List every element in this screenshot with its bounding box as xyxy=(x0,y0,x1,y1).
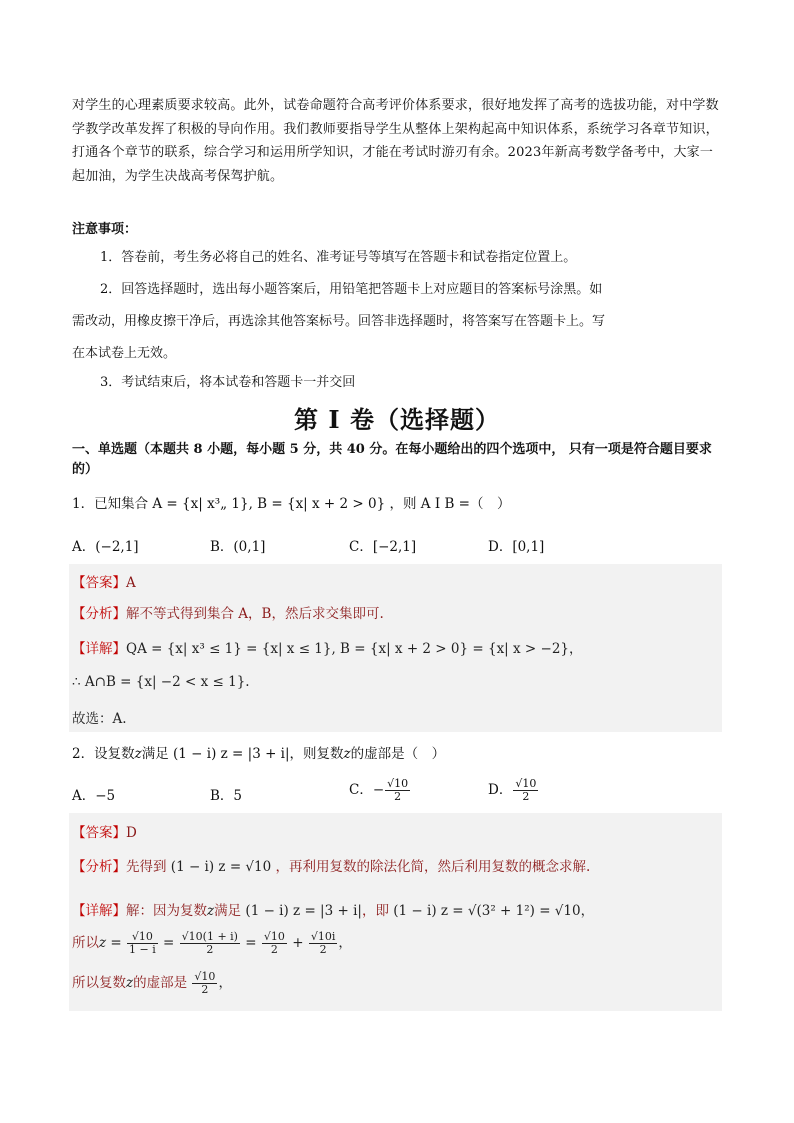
question-1-options xyxy=(72,535,722,565)
q1-set-a: A = {x| x³„ 1} xyxy=(152,496,249,512)
q2-prefix: 2．设复数 xyxy=(72,746,135,762)
q2-f2-num: √10(1 + i) xyxy=(181,930,238,943)
question-1-stem xyxy=(72,492,510,512)
q2-detail-tag: 【详解】 xyxy=(72,903,126,919)
q2-option-c-num: √10 xyxy=(387,777,409,790)
q2-stem-end: 的虚部是（ ） xyxy=(350,746,446,762)
q2-detail-line-3 xyxy=(72,971,232,996)
q1-detail-line-1 xyxy=(72,637,583,657)
note-item-1: 1．答卷前，考生务必将自己的姓名、准考证号等填写在答题卡和试卷指定位置上。 xyxy=(100,250,577,265)
q2-eq-1: = xyxy=(163,935,175,951)
q2-line3-mid: 的虚部是 xyxy=(133,975,188,991)
q2-f1-num: √10 xyxy=(127,931,158,944)
question-2-solution-box xyxy=(69,813,722,1011)
q2-detail-line-1 xyxy=(72,899,594,919)
q2-line2-pre: 所以 xyxy=(72,935,99,951)
q2-f3-den: 2 xyxy=(270,943,278,956)
q2-var-z: z xyxy=(134,746,142,762)
q2-f5-den: 2 xyxy=(201,983,209,996)
question-2-options xyxy=(72,778,722,808)
q1-option-a: A．(−2,1] xyxy=(72,539,139,555)
q2-fraction-5 xyxy=(192,971,217,996)
q2-var-z-2: z xyxy=(343,746,351,762)
q2-answer-line xyxy=(72,821,137,841)
q2-f3-num: √10 xyxy=(263,930,285,943)
q1-suffix: ，则 A I B =（ ） xyxy=(389,496,511,512)
q2-f2-den: 2 xyxy=(206,943,214,956)
q1-option-b: B．(0,1] xyxy=(210,539,266,555)
q1-answer-line xyxy=(72,571,136,591)
q1-option-c: C．[−2,1] xyxy=(349,539,417,555)
q2-option-c xyxy=(349,778,411,803)
q2-f4-den: 2 xyxy=(319,943,327,956)
note-item-3: 3．考试结束后，将本试卷和答题卡一并交回 xyxy=(100,375,356,390)
q2-detail-end: ， xyxy=(580,903,595,919)
q2-answer-tag: 【答案】 xyxy=(72,825,126,841)
notes-title: 注意事项： xyxy=(72,222,138,237)
q2-analysis-pre: 先得到 xyxy=(126,859,167,875)
q2-analysis-post: ，再利用复数的除法化简，然后利用复数的概念求解. xyxy=(275,859,591,875)
q2-option-d xyxy=(488,778,539,803)
q1-answer-tag: 【答案】 xyxy=(72,575,126,591)
intro-paragraph: 对学生的心理素质要求较高。此外，试卷命题符合高考评价体系要求，很好地发挥了高考的选拔功能，对中学数学教学改革发挥了积极的导向作用。我们教师要指导学生从整体上架构起高中知识体系，系统学习各章节知识，打通各个章节的联系，综合学习和运用所学知识，才能在考试时游刃有余。2023年新高考数学备考中，大家一起加油，为学生决战高考保驾护航。 xyxy=(72,98,719,184)
q2-answer: D xyxy=(126,825,137,841)
q2-option-c-fraction xyxy=(385,778,410,803)
q2-plus: + xyxy=(292,935,304,951)
q2-detail-pre: 解：因为复数 xyxy=(126,903,207,919)
q2-option-d-fraction xyxy=(513,778,538,803)
q2-line3-pre: 所以复数 xyxy=(72,975,126,991)
q2-f5-num: √10 xyxy=(194,970,216,983)
q2-analysis-eq: (1 − i) z = √10 xyxy=(170,859,272,875)
q2-fraction-2 xyxy=(180,931,240,956)
q1-conclusion: 故选：A. xyxy=(72,711,127,727)
q1-detail-tag: 【详解】 xyxy=(72,641,126,657)
q2-line3-var-z: z xyxy=(126,975,134,991)
q2-option-c-den: 2 xyxy=(394,790,402,803)
q2-detail-var-z: z xyxy=(207,903,215,919)
note-item-2-line-2: 需改动，用橡皮擦干净后，再选涂其他答案标号。回答非选择题时，将答案写在答题卡上。写 xyxy=(72,314,606,329)
q2-fraction-4 xyxy=(309,931,338,956)
q1-set-b: , B = {x| x + 2 > 0} xyxy=(248,496,386,512)
q2-detail-mid2: ，即 xyxy=(361,903,389,919)
q2-option-d-num: √10 xyxy=(515,777,537,790)
q2-fraction-1 xyxy=(127,931,158,956)
section-header: 一、单选题（本题共 8 小题，每小题 5 分，共 40 分。在每小题给出的四个选项中， 只有一项是符合题目要求的） xyxy=(72,442,712,477)
note-item-2-line-1: 2．回答选择题时，选出每小题答案后，用铅笔把答题卡上对应题目的答案标号涂黑。如 xyxy=(100,282,603,297)
q2-f1-den: 1 − i xyxy=(129,943,156,956)
q2-line2-comma: ， xyxy=(338,935,352,951)
q2-option-b: B．5 xyxy=(210,788,243,804)
q1-option-d: D．[0,1] xyxy=(488,539,545,555)
q1-analysis-tag: 【分析】 xyxy=(72,606,126,622)
q2-analysis-tag: 【分析】 xyxy=(72,859,126,875)
q1-analysis-line xyxy=(72,602,384,622)
q2-option-c-label: C．− xyxy=(349,782,385,798)
q2-stem-mid: 满足 (1 − i) z = |3 + i|，则复数 xyxy=(141,746,344,762)
q2-option-d-den: 2 xyxy=(522,790,530,803)
q1-prefix: 1．已知集合 xyxy=(72,496,149,512)
question-1-solution-box xyxy=(69,564,722,732)
q2-line3-comma: ， xyxy=(218,975,232,991)
q1-detail-line-2: ∴ A∩B = {x| −2 < x ≤ 1}. xyxy=(72,674,250,690)
q2-detail-mid: 满足 xyxy=(214,903,242,919)
question-2-stem xyxy=(72,742,445,762)
q2-f4-num: √10i xyxy=(310,930,336,943)
note-item-2-line-3: 在本试卷上无效。 xyxy=(72,346,177,361)
q2-z-eq: z = xyxy=(99,935,122,951)
q1-answer: A xyxy=(126,575,136,591)
q2-detail-eq1: (1 − i) z = |3 + i| xyxy=(245,903,362,919)
q2-analysis-line xyxy=(72,855,590,875)
q2-detail-eq2: (1 − i) z = √(3² + 1²) = √10 xyxy=(393,903,581,919)
q1-analysis: 解不等式得到集合 A，B，然后求交集即可. xyxy=(126,606,384,622)
q2-fraction-3 xyxy=(262,931,287,956)
q2-detail-line-2 xyxy=(72,931,352,956)
q2-eq-2: = xyxy=(245,935,257,951)
q1-detail-1: QA = {x| x³ ≤ 1} = {x| x ≤ 1}, B = {x| x + 2 > 0} = {x| x > −2}， xyxy=(126,641,583,657)
volume-title: 第 I 卷（选择题） xyxy=(294,405,500,434)
q2-option-d-label: D． xyxy=(488,782,513,798)
q2-option-a: A．−5 xyxy=(72,788,116,804)
